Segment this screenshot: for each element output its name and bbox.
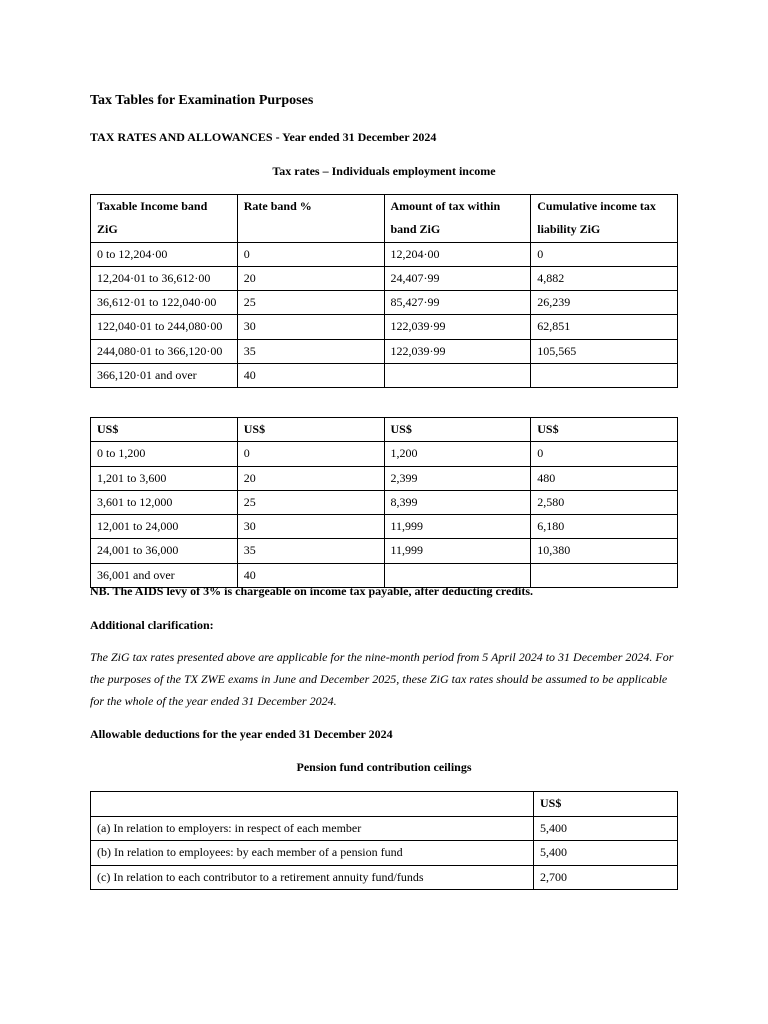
table-header-row [91, 418, 678, 442]
table-cell: 35 [237, 339, 384, 363]
table-cell: 40 [237, 364, 384, 388]
table-header-cell: US$ [384, 418, 531, 442]
table-header-cell: Rate band % [237, 195, 384, 243]
document-title: Tax Tables for Examination Purposes [90, 93, 314, 108]
table-cell: (a) In relation to employers: in respect of each member [91, 817, 534, 841]
table-cell: 25 [237, 490, 384, 514]
table-header-cell: US$ [531, 418, 678, 442]
table-cell: 105,565 [531, 339, 678, 363]
aids-levy-note: NB. The AIDS levy of 3% is chargeable on income tax payable, after deducting credits. [90, 584, 533, 598]
table-cell: 5,400 [534, 817, 678, 841]
table-cell: 12,204·01 to 36,612·00 [91, 266, 238, 290]
table-row [91, 515, 678, 539]
table-cell: 2,700 [534, 865, 678, 889]
table-cell: 20 [237, 266, 384, 290]
table-cell: 12,204·00 [384, 242, 531, 266]
clarification-text: The ZiG tax rates presented above are applicable for the nine-month period from 5 April 2024 to 31 December 2024. For the purposes of the TX ZWE exams in June and December 2025, these ZiG tax rates should be assumed to be applicable for the whole of the year ended 31 December 2024. [90, 650, 674, 708]
table-header-cell: US$ [534, 792, 678, 817]
table-cell: 2,580 [531, 490, 678, 514]
table-cell: 8,399 [384, 490, 531, 514]
table-cell [531, 364, 678, 388]
table-row [91, 364, 678, 388]
zig-tax-table [90, 194, 678, 388]
table-cell: 30 [237, 515, 384, 539]
pension-ceilings-table [90, 791, 678, 890]
table-cell: 244,080·01 to 366,120·00 [91, 339, 238, 363]
table-header-cell [91, 792, 534, 817]
table-row [91, 466, 678, 490]
table-row [91, 817, 678, 841]
table-row [91, 865, 678, 889]
table-cell: 1,200 [384, 442, 531, 466]
table-header-cell: Amount of tax within band ZiG [384, 195, 531, 243]
usd-tax-table [90, 417, 678, 588]
deductions-heading: Allowable deductions for the year ended 31 December 2024 [90, 727, 393, 741]
table-header-cell: Taxable Income band ZiG [91, 195, 238, 243]
table-row [91, 291, 678, 315]
table-cell [531, 563, 678, 587]
table-cell: 26,239 [531, 291, 678, 315]
zig-table-caption: Tax rates – Individuals employment income [272, 164, 496, 178]
table-row [91, 539, 678, 563]
clarification-heading: Additional clarification: [90, 618, 214, 632]
table-cell: 20 [237, 466, 384, 490]
table-cell [384, 364, 531, 388]
table-cell: 0 to 1,200 [91, 442, 238, 466]
table-cell: 36,001 and over [91, 563, 238, 587]
table-cell: 24,001 to 36,000 [91, 539, 238, 563]
table-header-row [91, 195, 678, 243]
table-cell: 11,999 [384, 515, 531, 539]
pension-table-caption: Pension fund contribution ceilings [296, 760, 472, 774]
table-row [91, 242, 678, 266]
table-cell: 10,380 [531, 539, 678, 563]
table-cell: 122,040·01 to 244,080·00 [91, 315, 238, 339]
table-row [91, 841, 678, 865]
table-cell: 4,882 [531, 266, 678, 290]
table-cell: 2,399 [384, 466, 531, 490]
table-row [91, 315, 678, 339]
table-cell: 11,999 [384, 539, 531, 563]
table-cell: 0 [237, 242, 384, 266]
table-cell: (c) In relation to each contributor to a retirement annuity fund/funds [91, 865, 534, 889]
table-row [91, 490, 678, 514]
table-cell: 0 [531, 442, 678, 466]
table-cell: (b) In relation to employees: by each member of a pension fund [91, 841, 534, 865]
table-cell: 30 [237, 315, 384, 339]
table-cell: 62,851 [531, 315, 678, 339]
table-cell: 0 to 12,204·00 [91, 242, 238, 266]
table-cell: 24,407·99 [384, 266, 531, 290]
table-cell: 122,039·99 [384, 315, 531, 339]
table-cell: 36,612·01 to 122,040·00 [91, 291, 238, 315]
table-cell: 25 [237, 291, 384, 315]
table-header-cell: Cumulative income tax liability ZiG [531, 195, 678, 243]
table-cell: 6,180 [531, 515, 678, 539]
table-header-cell: US$ [237, 418, 384, 442]
table-cell: 3,601 to 12,000 [91, 490, 238, 514]
table-cell: 35 [237, 539, 384, 563]
table-cell: 0 [237, 442, 384, 466]
table-row [91, 266, 678, 290]
table-cell: 12,001 to 24,000 [91, 515, 238, 539]
table-header-cell: US$ [91, 418, 238, 442]
table-cell: 366,120·01 and over [91, 364, 238, 388]
table-header-row [91, 792, 678, 817]
table-cell: 85,427·99 [384, 291, 531, 315]
table-cell: 0 [531, 242, 678, 266]
table-cell: 40 [237, 563, 384, 587]
section-heading: TAX RATES AND ALLOWANCES - Year ended 31 December 2024 [90, 130, 437, 144]
table-row [91, 442, 678, 466]
table-cell: 480 [531, 466, 678, 490]
table-row [91, 339, 678, 363]
table-cell: 122,039·99 [384, 339, 531, 363]
table-cell: 1,201 to 3,600 [91, 466, 238, 490]
table-cell: 5,400 [534, 841, 678, 865]
